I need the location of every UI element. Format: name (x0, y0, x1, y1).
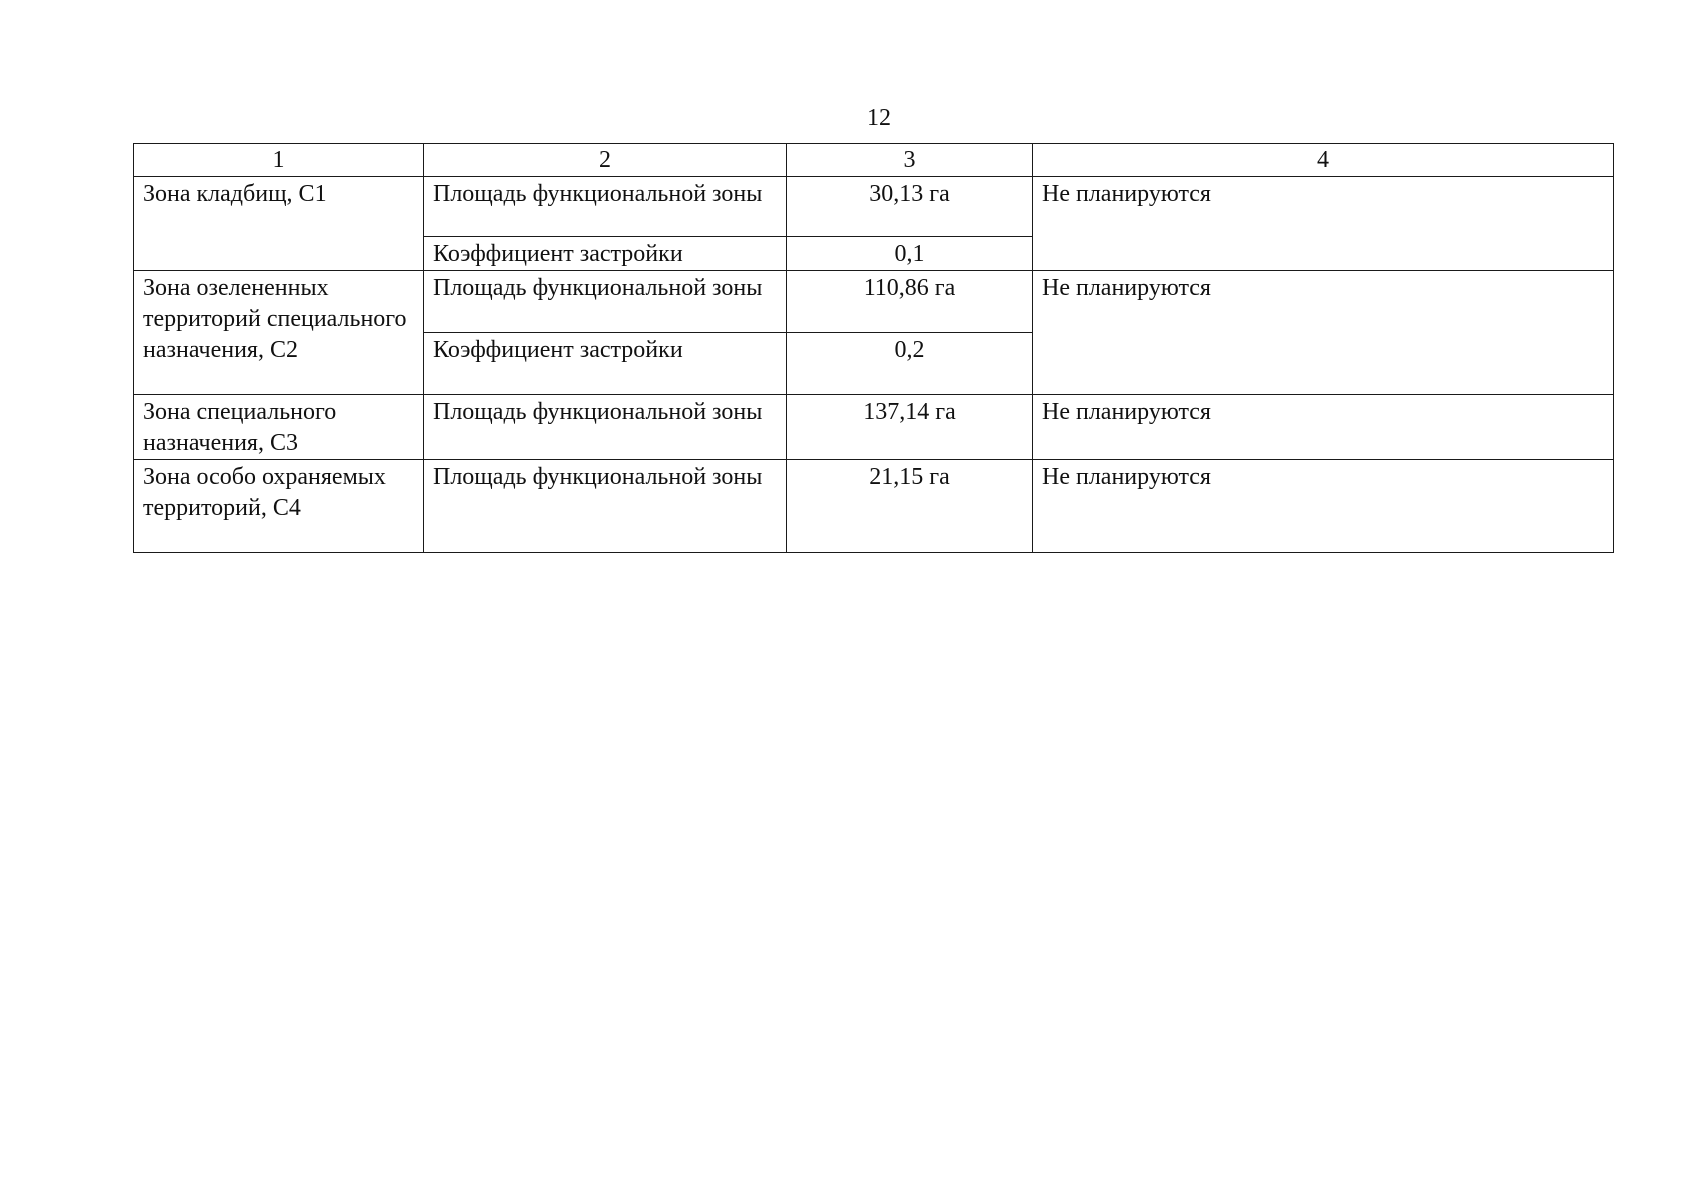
functional-zones-table (133, 143, 1614, 553)
plan-cell: Не планируются (1033, 271, 1614, 395)
indicator-value-cell: 30,13 га (787, 177, 1033, 237)
column-number-1: 1 (134, 144, 424, 177)
indicator-value-cell: 110,86 га (787, 271, 1033, 333)
table-header-row (134, 144, 1614, 177)
column-number-3: 3 (787, 144, 1033, 177)
table-row (134, 395, 1614, 460)
table-row (134, 460, 1614, 553)
indicator-value-cell: 0,1 (787, 237, 1033, 271)
indicator-value-cell: 0,2 (787, 333, 1033, 395)
indicator-label-cell: Площадь функциональной зоны (424, 395, 787, 460)
indicator-value-cell: 21,15 га (787, 460, 1033, 553)
table-row (134, 271, 1614, 333)
column-number-2: 2 (424, 144, 787, 177)
indicator-value-cell: 137,14 га (787, 395, 1033, 460)
plan-cell: Не планируются (1033, 395, 1614, 460)
indicator-label-cell: Коэффициент застройки (424, 333, 787, 395)
indicator-label-cell: Коэффициент застройки (424, 237, 787, 271)
indicator-label-cell: Площадь функциональной зоны (424, 177, 787, 237)
indicator-label-cell: Площадь функциональной зоны (424, 271, 787, 333)
column-number-4: 4 (1033, 144, 1614, 177)
zone-name-cell: Зона кладбищ, С1 (134, 177, 424, 271)
plan-cell: Не планируются (1033, 177, 1614, 271)
indicator-label-cell: Площадь функциональной зоны (424, 460, 787, 553)
zone-name-cell: Зона особо охраняемых территорий, С4 (134, 460, 424, 553)
page-number: 12 (867, 105, 891, 131)
table-row (134, 177, 1614, 237)
plan-cell: Не планируются (1033, 460, 1614, 553)
zone-name-cell: Зона специального назначения, С3 (134, 395, 424, 460)
zone-name-cell: Зона озелененных территорий специального назначения, С2 (134, 271, 424, 395)
